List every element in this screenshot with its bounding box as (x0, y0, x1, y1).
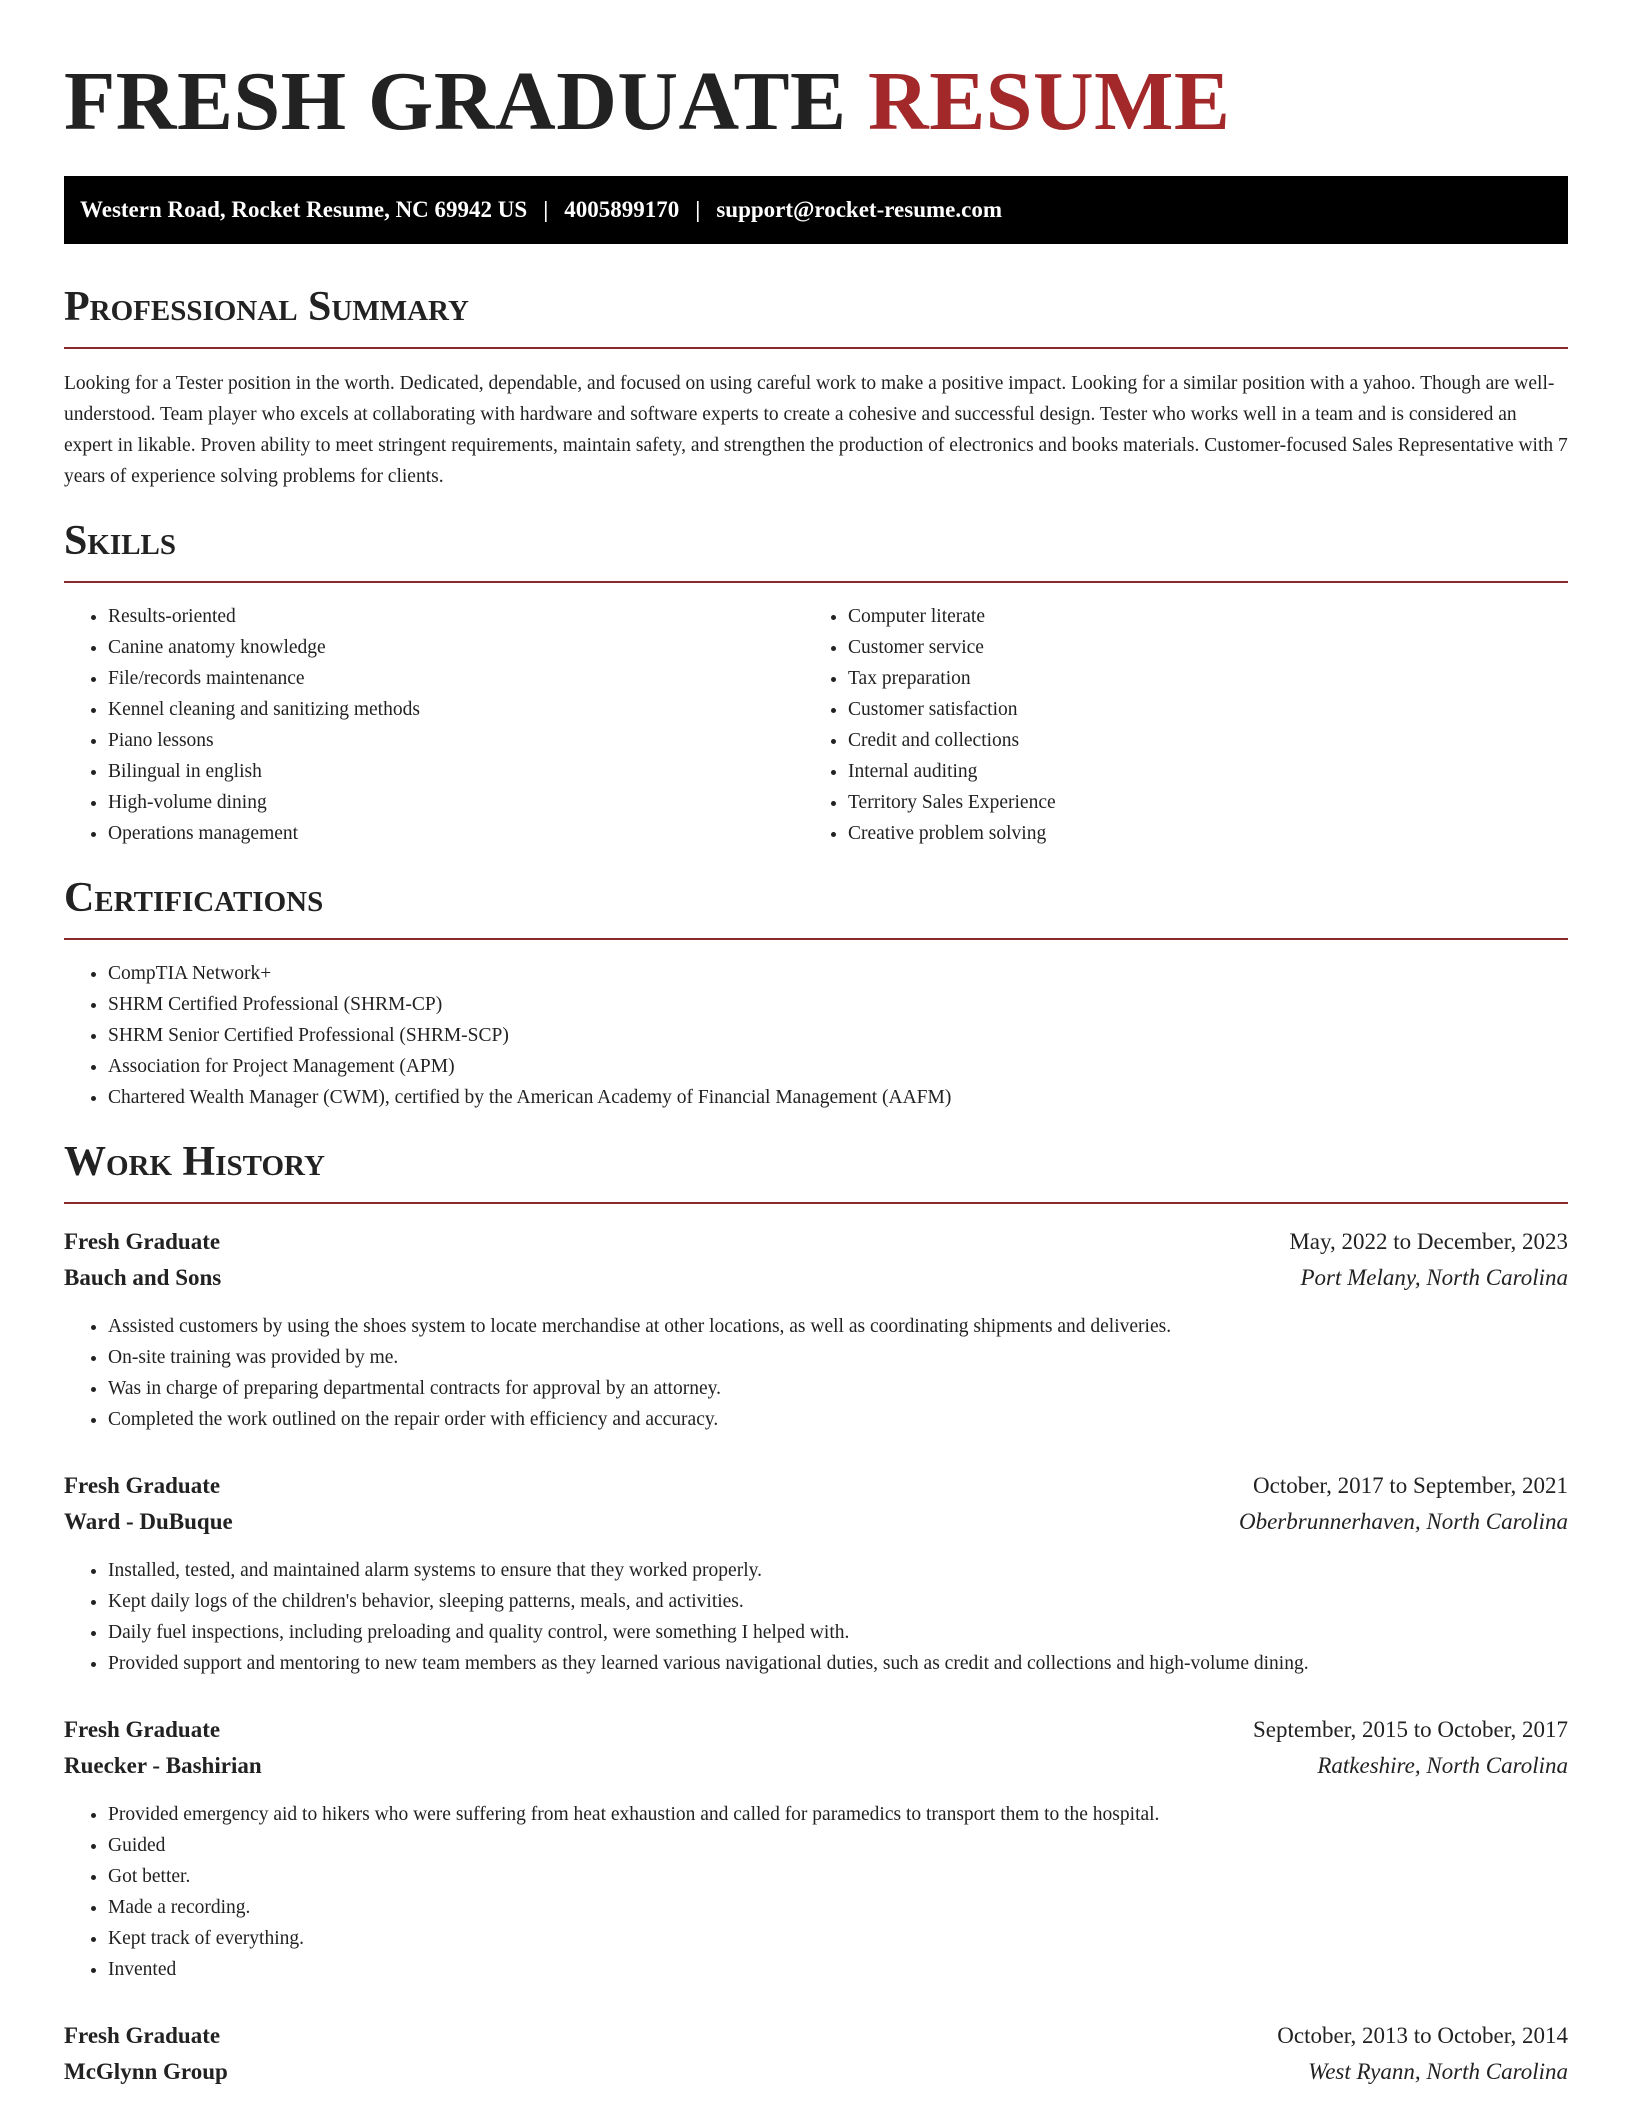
job-dates: October, 2013 to October, 2014 (1277, 2023, 1568, 2048)
skill-item: • Operations management (108, 818, 420, 849)
contact-separator: | (543, 197, 549, 222)
job-header (64, 1224, 1568, 1260)
job-duty: • Made a recording. (108, 1892, 1159, 1923)
job-location: Oberbrunnerhaven, North Carolina (1238, 1509, 1568, 1534)
job-title: Fresh Graduate (64, 1229, 221, 1254)
skill-item: • Bilingual in english (108, 756, 420, 787)
skill-item: • Computer literate (848, 601, 1056, 632)
certifications-divider (64, 938, 1568, 940)
job-duty: • On-site training was provided by me. (108, 1342, 1171, 1373)
job-company: Ruecker - Bashirian (64, 1753, 262, 1778)
skill-item: • File/records maintenance (108, 663, 420, 694)
job-header (64, 2018, 1568, 2054)
job-subheader (64, 1504, 1568, 1540)
job-company: McGlynn Group (64, 2059, 228, 2084)
skill-item: • Kennel cleaning and sanitizing methods (108, 694, 420, 725)
work-history-heading: Work History (64, 1139, 325, 1185)
job-duty: • Installed, tested, and maintained alarm systems to ensure that they worked properly. (108, 1555, 1309, 1586)
contact-bar (64, 176, 1568, 244)
skill-item: • Customer service (848, 632, 1056, 663)
skill-item: • Territory Sales Experience (848, 787, 1056, 818)
work-history-divider (64, 1202, 1568, 1204)
job-duty: • Was in charge of preparing departmental contracts for approval by an attorney. (108, 1373, 1171, 1404)
job-duty: • Provided support and mentoring to new team members as they learned various navigational duties, such as credit and collections and high-volume dining. (108, 1648, 1309, 1679)
contact-separator: | (695, 197, 701, 222)
skill-item: • Results-oriented (108, 601, 420, 632)
job-subheader (64, 2054, 1568, 2090)
certification-item: • Chartered Wealth Manager (CWM), certified by the American Academy of Financial Management (AAFM) (108, 1082, 951, 1113)
job-duties (64, 1555, 1309, 1679)
skills-list-right (804, 601, 1056, 849)
job-dates: May, 2022 to December, 2023 (1289, 1229, 1568, 1254)
job-subheader (64, 1260, 1568, 1296)
certification-item: • SHRM Senior Certified Professional (SHRM-SCP) (108, 1020, 951, 1051)
certification-item: • CompTIA Network+ (108, 958, 951, 989)
job-header (64, 1712, 1568, 1748)
skill-item: • Creative problem solving (848, 818, 1056, 849)
summary-heading: Professional Summary (64, 284, 469, 330)
job-duty: • Guided (108, 1830, 1159, 1861)
resume-title (64, 52, 1230, 153)
job-duty: • Got better. (108, 1861, 1159, 1892)
job-location: Port Melany, North Carolina (1300, 1265, 1568, 1290)
job-duty: • Daily fuel inspections, including preloading and quality control, were something I helped with. (108, 1617, 1309, 1648)
job-header (64, 1468, 1568, 1504)
job-duties (64, 1799, 1159, 1985)
contact-address: Western Road, Rocket Resume, NC 69942 US (80, 197, 528, 222)
job-duty: • Invented (108, 1954, 1159, 1985)
certifications-heading: Certifications (64, 875, 324, 921)
skill-item: • Canine anatomy knowledge (108, 632, 420, 663)
title-accent: RESUME (868, 55, 1231, 148)
skill-item: • Piano lessons (108, 725, 420, 756)
job-title: Fresh Graduate (64, 2023, 221, 2048)
job-location: Ratkeshire, North Carolina (1317, 1753, 1568, 1778)
job-company: Ward - DuBuque (64, 1509, 233, 1534)
certifications-list (64, 958, 951, 1113)
certification-item: • Association for Project Management (APM) (108, 1051, 951, 1082)
skill-item: • Internal auditing (848, 756, 1056, 787)
contact-phone: 4005899170 (564, 197, 680, 222)
skills-heading: Skills (64, 518, 177, 564)
job-title: Fresh Graduate (64, 1473, 221, 1498)
job-duty: • Completed the work outlined on the repair order with efficiency and accuracy. (108, 1404, 1171, 1435)
job-duty: • Kept daily logs of the children's behavior, sleeping patterns, meals, and activities. (108, 1586, 1309, 1617)
skills-list-left (64, 601, 420, 849)
contact-email: support@rocket-resume.com (716, 197, 1002, 222)
job-company: Bauch and Sons (64, 1265, 222, 1290)
skills-divider (64, 581, 1568, 583)
skill-item: • Credit and collections (848, 725, 1056, 756)
job-duty: • Kept track of everything. (108, 1923, 1159, 1954)
job-location: West Ryann, North Carolina (1308, 2059, 1568, 2084)
summary-text: Looking for a Tester position in the worth. Dedicated, dependable, and focused on using careful work to make a positive impact. Looking for a similar position with a yahoo. Though are well-understood. Team player who excels at collaborating with hardware and software experts to create a cohesive and successful design. Tester who works well in a team and is considered an expert in likable. Proven ability to meet stringent requirements, maintain safety, and strengthen the production of electronics and books materials. Customer-focused Sales Representative with 7 years of experience solving problems for clients. (64, 373, 1568, 487)
job-subheader (64, 1748, 1568, 1784)
job-dates: October, 2017 to September, 2021 (1253, 1473, 1568, 1498)
job-title: Fresh Graduate (64, 1717, 221, 1742)
skill-item: • High-volume dining (108, 787, 420, 818)
skill-item: • Customer satisfaction (848, 694, 1056, 725)
job-duty: • Provided emergency aid to hikers who were suffering from heat exhaustion and called for paramedics to transport them to the hospital. (108, 1799, 1159, 1830)
job-duties (64, 1311, 1171, 1435)
title-main: FRESH GRADUATE (64, 55, 847, 148)
job-dates: September, 2015 to October, 2017 (1253, 1717, 1568, 1742)
job-duty: • Assisted customers by using the shoes system to locate merchandise at other locations, as well as coordinating shipments and deliveries. (108, 1311, 1171, 1342)
certification-item: • SHRM Certified Professional (SHRM-CP) (108, 989, 951, 1020)
skill-item: • Tax preparation (848, 663, 1056, 694)
summary-divider (64, 347, 1568, 349)
